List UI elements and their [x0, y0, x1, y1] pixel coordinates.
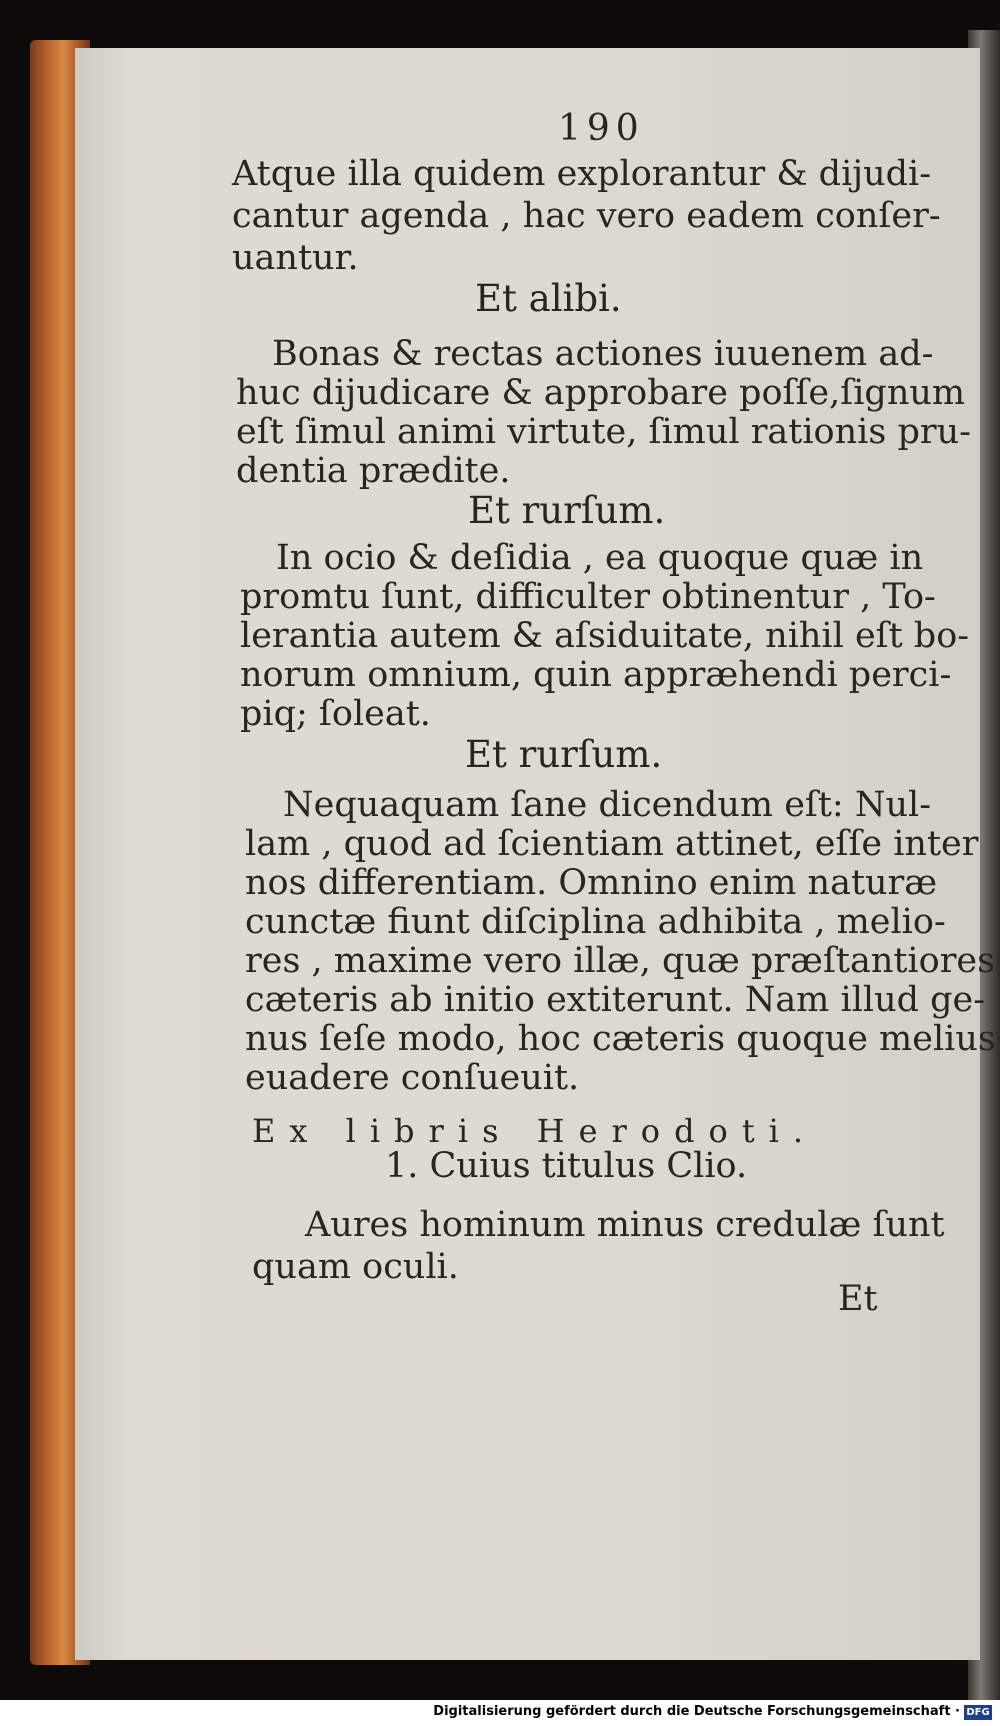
footer-credit: Digitalisierung gefördert durch die Deutsche Forschungsgemeinschaft · [433, 1704, 960, 1719]
digitization-footer [0, 1700, 1000, 1726]
section-heading: Et rurſum. [465, 733, 663, 776]
text-line: huc dijudicare & approbare poſſe,ſignum [236, 373, 966, 413]
text-line: cæteris ab initio extiterunt. Nam illud ge- [245, 980, 986, 1020]
catchword: Et [838, 1279, 878, 1319]
text-line: cantur agenda , hac vero eadem conſer- [232, 196, 941, 236]
text-line: norum omnium, quin appræhendi perci- [240, 655, 952, 695]
text-line: euadere conſueuit. [245, 1058, 580, 1098]
text-line: Nequaquam ſane dicendum eſt: Nul- [283, 785, 932, 825]
section-title: Ex libris Herodoti. [252, 1112, 818, 1150]
section-heading: Et alibi. [475, 277, 622, 320]
text-line: res , maxime vero illæ, quæ præſtantiores [245, 941, 996, 981]
text-line: lam , quod ad ſcientiam attinet, eſſe inter [245, 824, 979, 864]
page-number: 190 [558, 108, 645, 149]
text-line: Bonas & rectas actiones iuuenem ad- [272, 334, 934, 374]
text-line: promtu ſunt, difficulter obtinentur , To- [240, 577, 936, 617]
text-line: cunctæ fiunt diſciplina adhibita , melio- [245, 902, 946, 942]
section-subtitle: 1. Cuius titulus Clio. [385, 1146, 748, 1186]
text-line: Atque illa quidem explorantur & dijudi- [232, 154, 932, 194]
text-line: nus ſeſe modo, hoc cæteris quoque melius [245, 1019, 996, 1059]
text-line: nos differentiam. Omnino enim naturæ [245, 863, 938, 903]
text-line: piq; ſoleat. [240, 694, 431, 734]
text-line: eſt ſimul animi virtute, ſimul rationis pru- [236, 412, 971, 452]
text-line: dentia prædite. [236, 451, 511, 491]
dfg-logo-icon: DFG [964, 1705, 992, 1720]
text-line: Aures hominum minus credulæ ſunt [305, 1205, 945, 1245]
text-line: In ocio & deſidia , ea quoque quæ in [276, 538, 924, 578]
section-heading: Et rurſum. [468, 489, 666, 532]
text-line: quam oculi. [252, 1247, 459, 1287]
text-line: lerantia autem & aſsiduitate, nihil eſt bo- [240, 616, 970, 656]
text-line: uantur. [232, 238, 359, 278]
